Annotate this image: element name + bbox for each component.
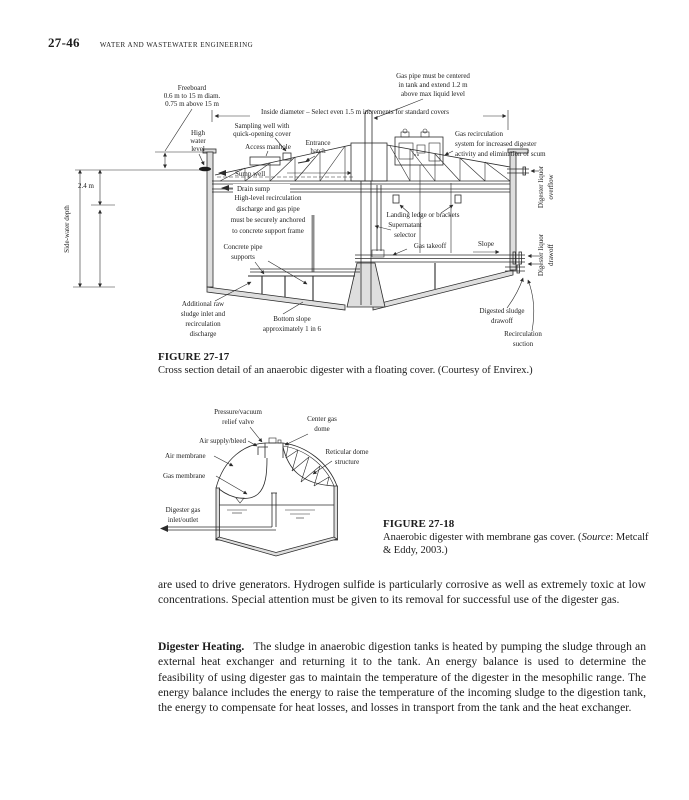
svg-text:system for increased digester: system for increased digester	[455, 140, 537, 148]
label-reticular: Reticular dome	[325, 448, 369, 456]
figure-27-17-caption	[158, 351, 653, 378]
label-raw-sludge: Additional raw	[181, 300, 225, 308]
label-gas-pipe: Gas pipe must be centered	[396, 72, 470, 80]
label-access-manhole: Access manhole	[245, 143, 291, 151]
label-gas-recirc: Gas recirculation	[455, 130, 504, 138]
running-head-title: WATER AND WASTEWATER ENGINEERING	[99, 41, 254, 49]
svg-text:quick-opening cover: quick-opening cover	[233, 130, 291, 138]
svg-text:to concrete support frame: to concrete support frame	[232, 227, 304, 235]
svg-text:supports: supports	[231, 253, 255, 261]
label-pv-valve: Pressure/vacuum	[214, 408, 262, 416]
svg-text:relief valve: relief valve	[222, 418, 254, 426]
label-air-membrane: Air membrane	[165, 452, 206, 460]
label-center-dome: Center gas	[307, 415, 337, 423]
internal-piping	[248, 165, 529, 305]
body-paragraph-2	[158, 639, 646, 715]
running-head	[48, 34, 253, 52]
label-slope: Slope	[478, 240, 494, 248]
label-high-water: High	[191, 129, 205, 137]
svg-text:activity and elimination of sc: activity and elimination of scum	[455, 150, 546, 158]
figure-27-17-diagram	[55, 65, 670, 349]
label-bottom-slope: Bottom slope	[273, 315, 311, 323]
entrance-hatch-shape	[298, 161, 309, 163]
label-recirc-suction: Recirculation	[504, 330, 542, 338]
label-high-level: High-level recirculation	[234, 194, 302, 202]
figure-27-18-caption	[383, 518, 659, 557]
gas-recirculation-skid	[395, 129, 443, 165]
label-sampling-well: Sampling well with	[234, 122, 290, 130]
caption-text: Anaerobic digester with membrane gas cover. (Source: Metcalf & Eddy, 2003.)	[383, 532, 649, 556]
svg-text:0.75 m above 15 m: 0.75 m above 15 m	[165, 100, 219, 108]
label-side-water-depth: Side-water depth	[63, 205, 71, 253]
label-digested-sludge: Digested sludge	[479, 307, 525, 315]
label-gas-takeoff: Gas takeoff	[413, 242, 447, 250]
svg-text:0.6 m to 15 m diam.: 0.6 m to 15 m diam.	[163, 92, 221, 100]
svg-text:hatch: hatch	[310, 147, 326, 155]
svg-text:selector: selector	[394, 231, 416, 239]
label-liquor-overflow: Digester liquor	[537, 165, 545, 209]
figure-labels	[63, 72, 555, 348]
label-freeboard: Freeboard	[177, 84, 207, 92]
svg-text:approximately 1 in 6: approximately 1 in 6	[262, 325, 322, 333]
label-liquor-drawoff: Digester liquor	[537, 233, 545, 277]
label-air-supply: Air supply/bleed	[199, 437, 246, 445]
svg-text:suction: suction	[512, 340, 534, 348]
figure-27-18-diagram	[130, 398, 400, 573]
svg-text:drawoff: drawoff	[490, 317, 514, 325]
label-supernatant: Supernatant	[388, 221, 422, 229]
caption-label: FIGURE 27-17	[158, 351, 230, 363]
svg-text:drawoff: drawoff	[547, 243, 555, 267]
label-drain-sump: Drain sump	[237, 185, 270, 193]
label-gas-membrane: Gas membrane	[163, 472, 206, 480]
label-sump-well: Sump well	[235, 170, 266, 178]
label-2-4-m: 2.4 m	[78, 182, 94, 190]
svg-text:water: water	[190, 137, 206, 145]
svg-text:discharge: discharge	[189, 330, 217, 338]
svg-text:recirculation: recirculation	[185, 320, 221, 328]
svg-text:above max liquid level: above max liquid level	[401, 90, 465, 98]
section-heading-digester-heating: Digester Heating.	[158, 640, 245, 653]
label-landing-ledge: Landing ledge or brackets	[386, 211, 460, 219]
label-gas-inlet: Digester gas	[165, 506, 201, 514]
svg-text:inlet/outlet: inlet/outlet	[167, 516, 199, 524]
caption-label: FIGURE 27-18	[383, 518, 455, 530]
svg-text:overflow: overflow	[547, 174, 555, 200]
label-inside-diameter: Inside diameter – Select even 1.5 m increments for standard covers	[261, 108, 449, 116]
svg-text:discharge and gas pipe: discharge and gas pipe	[236, 205, 300, 213]
label-entrance-hatch: Entrance	[305, 139, 331, 147]
paragraph-text: The sludge in anaerobic digestion tanks is heated by pumping the sludge through an external heat exchanger and returning it to the tank. An energy balance is used to determine the feasibility of using digester gas to maintain the temperature of the digester in the mesophilic range. The energy balance includes the energy to raise the temperature of the incoming sludge to the digestion tank, the energy to compensate for heat losses, and losses in transport from the tank and the heat exchanger.	[158, 640, 646, 715]
svg-text:structure: structure	[334, 458, 360, 466]
svg-text:level: level	[191, 145, 205, 153]
svg-text:dome: dome	[314, 425, 330, 433]
page-number: 27-46	[48, 35, 80, 50]
svg-text:must be securely anchored: must be securely anchored	[230, 216, 306, 224]
svg-text:sludge inlet and: sludge inlet and	[180, 310, 226, 318]
body-paragraph-1: are used to drive generators. Hydrogen sulfide is particularly corrosive as well as extremely toxic at low concentrations. Special attention must be given to its removal for successful use of the digester gas.	[158, 578, 646, 607]
label-concrete-supports: Concrete pipe	[223, 243, 263, 251]
caption-text: Cross section detail of an anaerobic digester with a floating cover. (Courtesy of Envirex.)	[158, 365, 533, 376]
svg-text:in tank and extend 1.2 m: in tank and extend 1.2 m	[398, 81, 468, 89]
